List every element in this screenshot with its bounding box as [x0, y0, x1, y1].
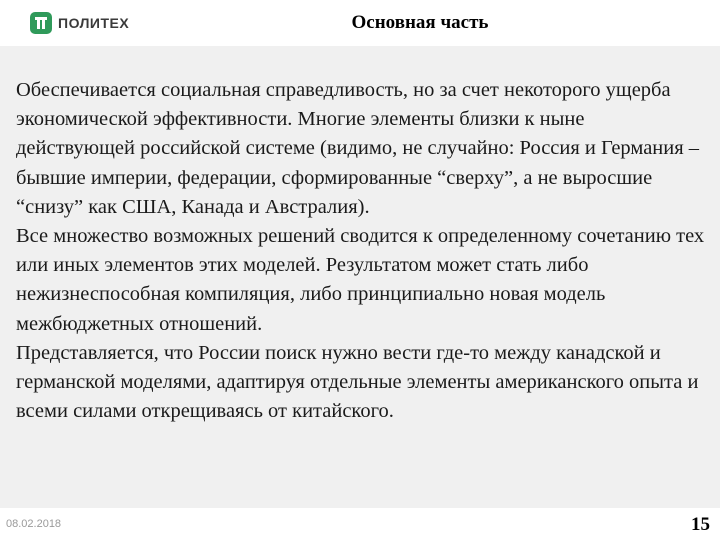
body-text [16, 76, 706, 426]
paragraph: Все множество возможных решений сводится к определенному сочетанию тех или иных элементов этих моделей. Результатом может стать либо нежизнеспособная компиляция, либо принципиально новая модель межбюджетных отношений. [16, 225, 705, 335]
slide-date: 08.02.2018 [6, 518, 62, 530]
politech-logo [30, 11, 129, 35]
slide-title: Основная часть [351, 12, 489, 33]
paragraph: Обеспечивается социальная справедливость, но за счет некоторого ущерба экономической эффективности. Многие элементы близки к ныне действующей российской системе (видимо, не случайно: Россия и Германия – бывшие империи, федерации, сформированные “сверху”, а не выросшие “снизу” как США, Канада и Австралия). [16, 79, 700, 218]
slide-content [0, 46, 720, 508]
paragraph: Представляется, что России поиск нужно вести где-то между канадской и германской моделями, адаптируя отдельные элементы американского опыта и всеми силами открещиваясь от китайского. [16, 341, 699, 423]
slide-header [0, 0, 720, 46]
slide-footer [0, 508, 720, 540]
logo-text: ПОЛИТЕХ [58, 15, 130, 31]
page-number: 15 [691, 514, 710, 535]
politech-logo-icon [30, 12, 52, 34]
